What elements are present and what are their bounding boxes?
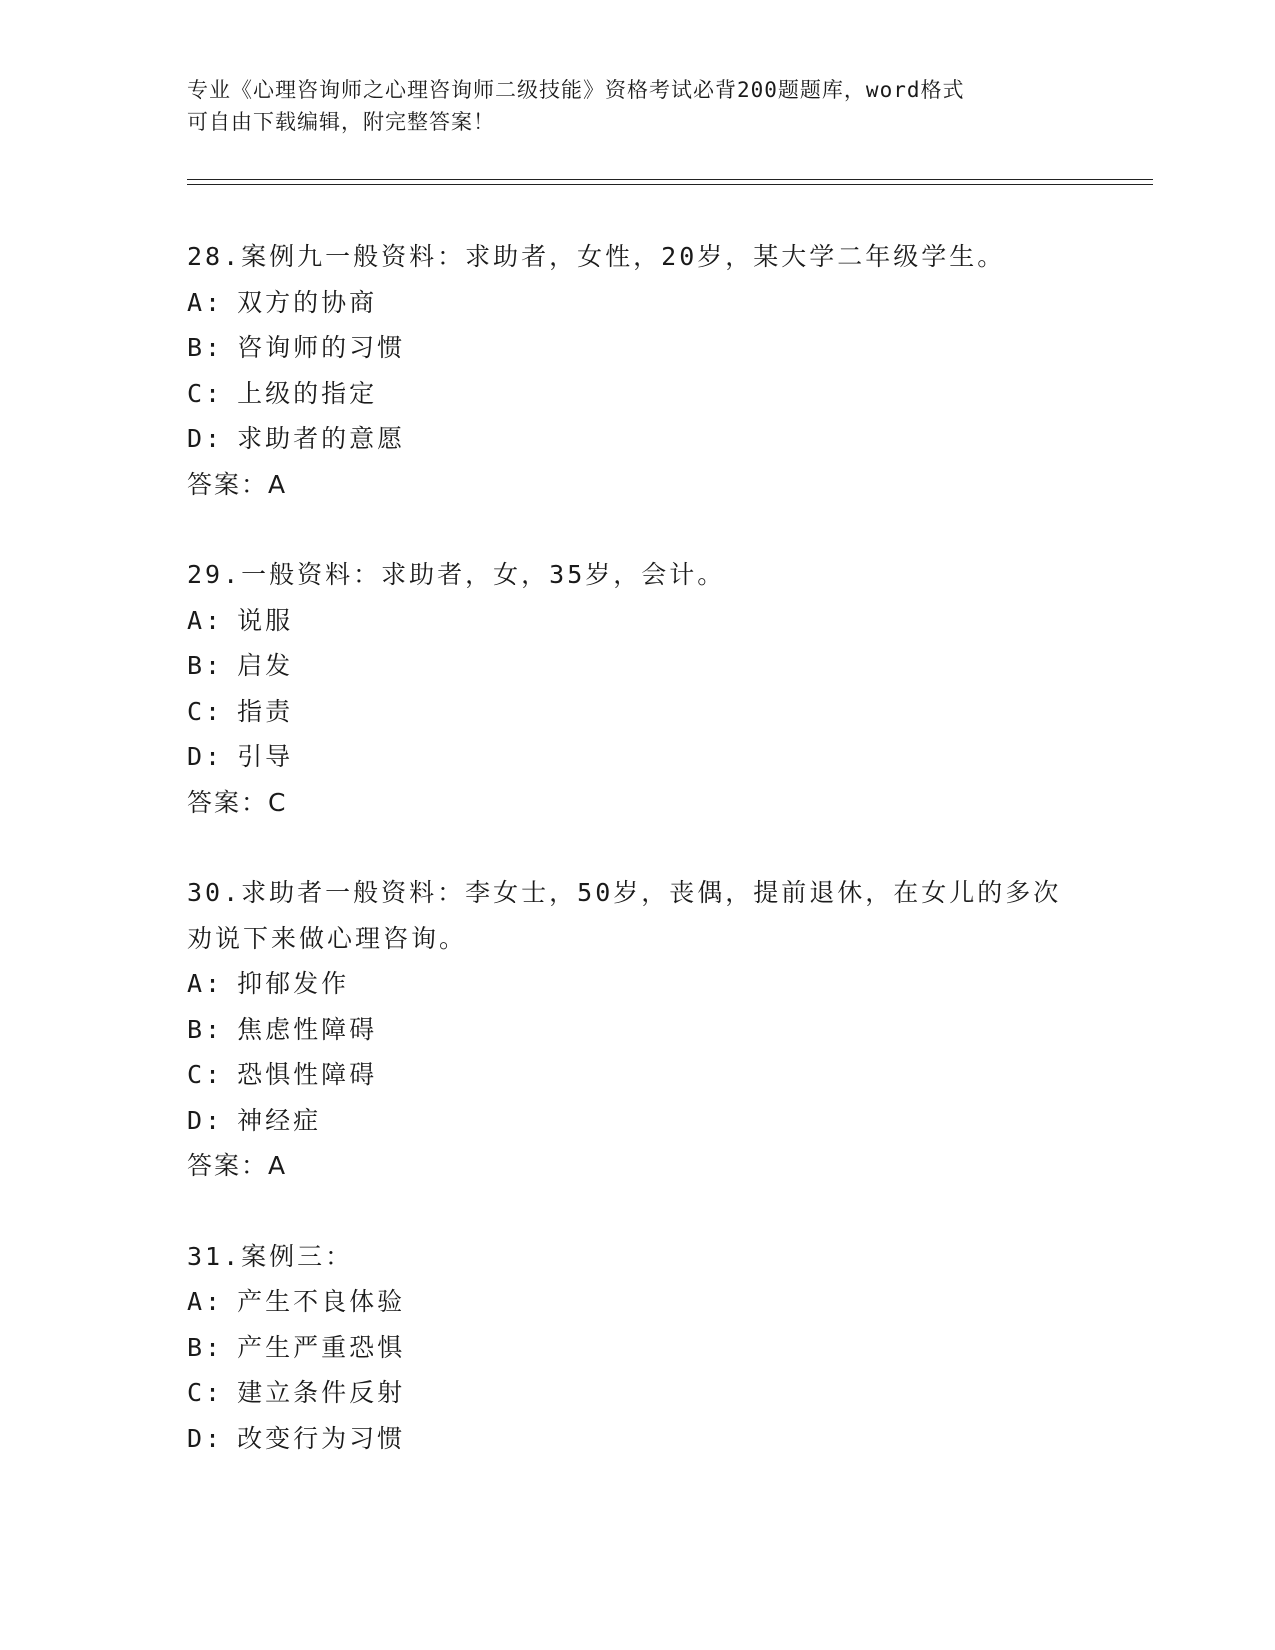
answer-line: 答案：C [187, 787, 288, 817]
option-b [187, 325, 1087, 371]
option-a [187, 598, 1087, 644]
option-d [187, 734, 1087, 780]
option-text: 抑郁发作 [237, 969, 350, 998]
option-a [187, 280, 1087, 326]
option-a [187, 961, 1087, 1007]
option-text: 引导 [237, 742, 294, 771]
option-b [187, 1325, 1087, 1371]
option-label: D: [187, 1423, 224, 1453]
header-rule-bottom [187, 184, 1153, 185]
option-text: 神经症 [237, 1105, 322, 1135]
option-text: 指责 [237, 696, 294, 726]
question-stem: 28.案例九一般资料：求助者，女性，20岁，某大学二年级学生。 [187, 242, 1006, 271]
option-text: 产生不良体验 [237, 1287, 406, 1316]
header-rule-top [187, 179, 1153, 180]
option-text: 双方的协商 [237, 287, 378, 317]
question-31 [187, 1234, 1087, 1462]
option-b [187, 1007, 1087, 1053]
option-text: 上级的指定 [237, 378, 378, 408]
option-label: C: [187, 696, 224, 726]
question-28 [187, 234, 1087, 507]
option-label: B: [187, 1332, 224, 1362]
option-label: D: [187, 424, 224, 453]
question-30 [187, 870, 1087, 1189]
option-label: A: [187, 1287, 224, 1316]
option-text: 求助者的意愿 [237, 424, 406, 453]
option-label: A: [187, 287, 224, 317]
option-c [187, 689, 1087, 735]
option-b [187, 643, 1087, 689]
option-text: 说服 [237, 605, 294, 635]
header-line-1: 专业《心理咨询师之心理咨询师二级技能》资格考试必背200题题库，word格式 [187, 78, 965, 102]
question-29 [187, 552, 1087, 825]
option-label: C: [187, 378, 224, 408]
question-list [187, 234, 1087, 1506]
option-label: B: [187, 651, 224, 680]
answer-line: 答案：A [187, 1151, 288, 1180]
document-header [187, 74, 1087, 138]
option-text: 恐惧性障碍 [237, 1060, 378, 1089]
question-stem: 29.一般资料：求助者，女，35岁，会计。 [187, 560, 726, 589]
option-label: A: [187, 605, 224, 635]
answer-line: 答案：A [187, 469, 288, 499]
question-stem: 31.案例三： [187, 1241, 354, 1271]
option-c [187, 1052, 1087, 1098]
option-d [187, 416, 1087, 462]
option-d [187, 1416, 1087, 1462]
option-c [187, 371, 1087, 417]
option-text: 建立条件反射 [237, 1378, 406, 1407]
option-a [187, 1279, 1087, 1325]
option-label: B: [187, 1014, 224, 1044]
question-stem: 30.求助者一般资料：李女士，50岁，丧偶，提前退休，在女儿的多次劝说下来做心理咨询。 [187, 878, 1062, 953]
option-label: A: [187, 969, 224, 998]
option-label: D: [187, 742, 224, 771]
option-label: C: [187, 1060, 224, 1089]
option-text: 改变行为习惯 [237, 1423, 406, 1453]
option-d [187, 1098, 1087, 1144]
option-text: 咨询师的习惯 [237, 333, 406, 362]
option-c [187, 1370, 1087, 1416]
option-label: B: [187, 333, 224, 362]
option-text: 启发 [237, 651, 294, 680]
option-label: D: [187, 1105, 224, 1135]
header-line-2: 可自由下载编辑，附完整答案！ [187, 110, 495, 134]
option-text: 焦虑性障碍 [237, 1014, 378, 1044]
option-label: C: [187, 1378, 224, 1407]
option-text: 产生严重恐惧 [237, 1332, 406, 1362]
